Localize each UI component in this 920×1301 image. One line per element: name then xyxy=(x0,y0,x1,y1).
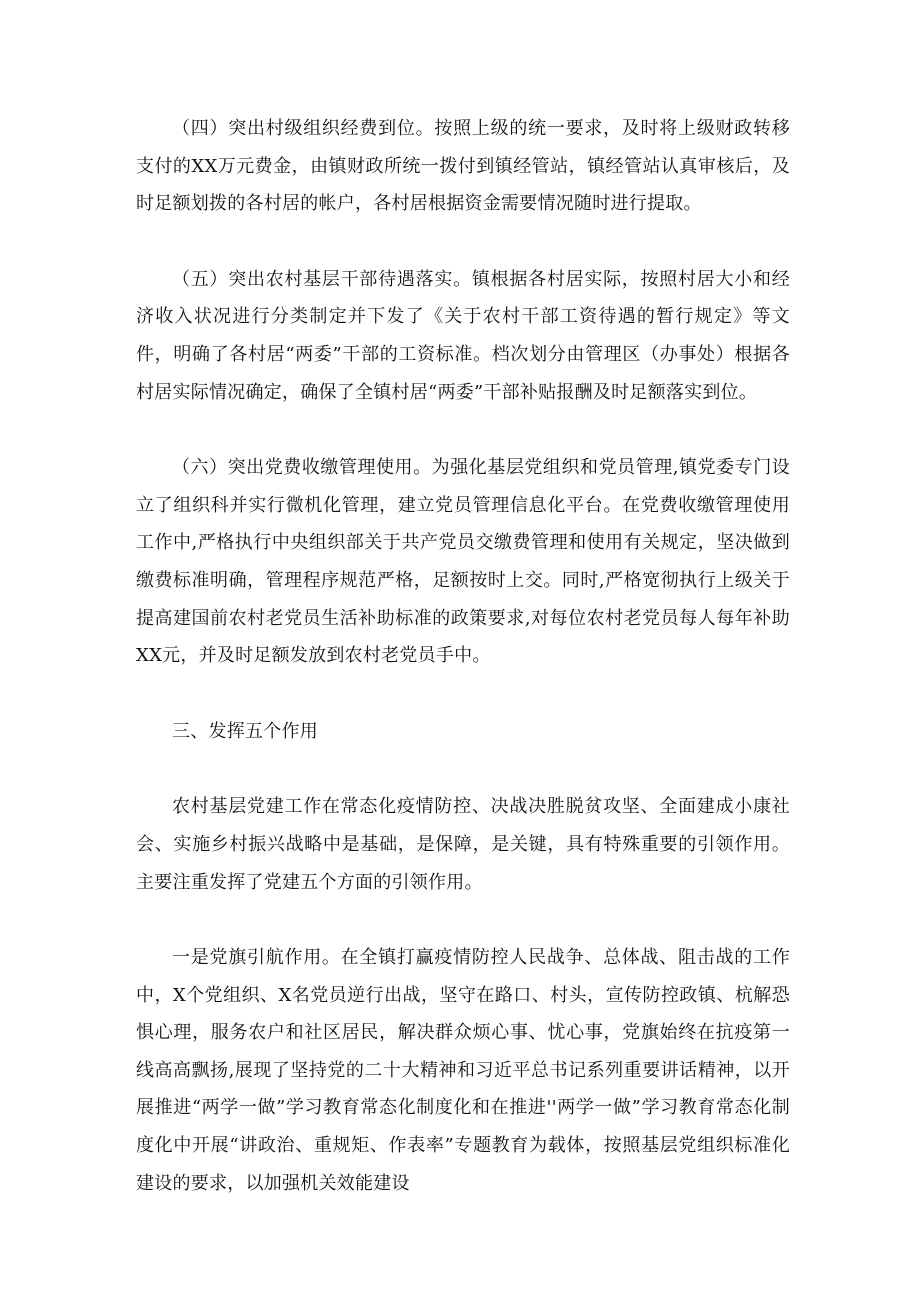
paragraph-cadre-treatment: （五）突出农村基层干部待遇落实。镇根据各村居实际，按照村居大小和经济收入状况进行分类制定并下发了《关于农村干部工资待遇的暂行规定》等文件，明确了各村居“两委”干部的工资标准。档次划分由管理区（办事处）根据各村居实际情况确定，确保了全镇村居“两委”干部补贴报酬及时足额落实到位。 xyxy=(136,268,790,403)
paragraph-party-flag-role: 一是党旗引航作用。在全镇打赢疫情防控人民战争、总体战、阻击战的工作中，X个党组织、X名党员逆行出战，坚守在路口、村头，宣传防控政镇、杭解恐惧心理，服务农户和社区居民，解决群众烦心事、忧心事，党旗始终在抗疫第一线高高飘扬,展现了坚持党的二十大精神和习近平总书记系列重要讲话精神，以开展推进“两学一做”学习教育常态化制度化和在推进''两学一做”学习教育常态化制度化中开展“讲政治、重规矩、作表率”专题教育为载体，按照基层党组织标准化建设的要求，以加强机关效能建设 xyxy=(136,947,790,1194)
section-heading: 三、发挥五个作用 xyxy=(172,720,318,742)
paragraph-village-funding: （四）突出村级组织经费到位。按照上级的统一要求，及时将上级财政转移支付的XX万元费金，由镇财政所统一拨付到镇经管站，镇经管站认真审核后，及时足额划拨的各村居的帐户，各村居根据资金需要情况随时进行提取。 xyxy=(136,118,790,215)
document-body xyxy=(136,110,790,1240)
paragraph-party-dues: （六）突出党费收缴管理使用。为强化基层党组织和党员管理,镇党委专门设立了组织科并实行微机化管理，建立党员管理信息化平台。在党费收缴管理使用工作中,严格执行中央组织部关于共产党员交缴费管理和使用有关规定，坚决做到缴费标准明确，管理程序规范严格，足额按时上交。同时,严格宽彻执行上级关于提高建国前农村老党员生活补助标准的政策要求,对每位农村老党员每人每年补助XX元，并及时足额发放到农村老党员手中。 xyxy=(136,457,790,667)
paragraph-intro-roles: 农村基层党建工作在常态化疫情防控、决战决胜脱贫攻坚、全面建成小康社会、实施乡村振兴战略中是基础，是保障，是关键，具有特殊重要的引领作用。主要注重发挥了党建五个方面的引领作用。 xyxy=(136,796,790,893)
